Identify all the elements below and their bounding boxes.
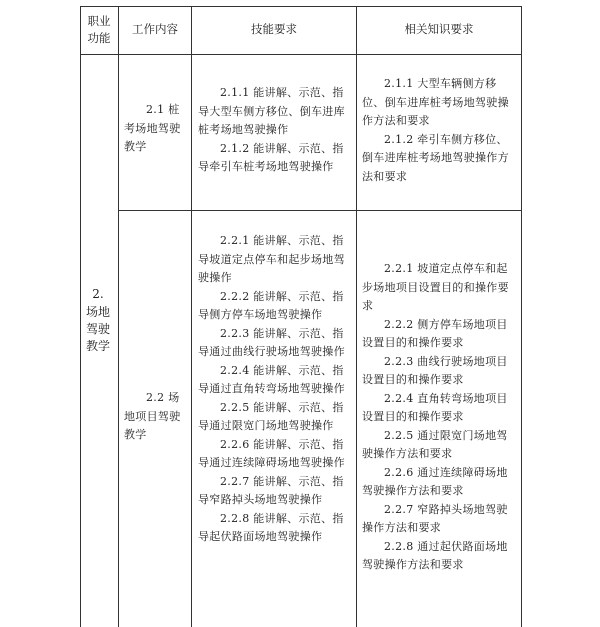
row-divider — [118, 210, 522, 211]
knowledge-item: 2.2.8 通过起伏路面场地驾驶操作方法和要求 — [362, 539, 508, 571]
knowledge-item: 2.2.6 通过连续障碍场地驾驶操作方法和要求 — [362, 465, 508, 497]
knowledge-item: 2.2.1 坡道定点停车和起步场地项目设置目的和操作要求 — [362, 262, 509, 312]
skill-item: 2.1.2 能讲解、示范、指导牵引车桩考场地驾驶操作 — [198, 141, 344, 173]
row2-work — [124, 389, 186, 445]
table-right-border — [521, 6, 522, 627]
skill-item: 2.2.4 能讲解、示范、指导通过直角转弯场地驾驶操作 — [198, 363, 345, 395]
skill-item: 2.2.1 能讲解、示范、指导坡道定点停车和起步场地驾驶操作 — [198, 234, 345, 284]
knowledge-item: 2.2.3 曲线行驶场地项目设置目的和操作要求 — [362, 354, 508, 386]
section-number: 2. — [92, 287, 104, 301]
row2-knowledge — [362, 260, 516, 575]
work-label: 2.2 场地项目驾驶教学 — [124, 391, 181, 441]
row1-skills — [198, 84, 352, 177]
knowledge-item: 2.2.7 窄路掉头场地驾驶操作方法和要求 — [362, 502, 508, 534]
knowledge-item: 2.2.2 侧方停车场地项目设置目的和操作要求 — [362, 317, 508, 349]
knowledge-item: 2.2.5 通过限宽门场地驾驶操作方法和要求 — [362, 428, 508, 460]
column-divider-1 — [118, 6, 119, 627]
table-top-border — [80, 6, 522, 7]
column-divider-2 — [191, 6, 192, 627]
header-knowledge: 相关知识要求 — [404, 22, 474, 36]
skill-item: 2.2.7 能讲解、示范、指导窄路掉头场地驾驶操作 — [198, 474, 344, 506]
knowledge-item: 2.1.1 大型车辆侧方移位、倒车进库桩考场地驾驶操作方法和要求 — [362, 77, 509, 127]
work-label: 2.1 桩考场地驾驶教学 — [124, 103, 181, 153]
skill-item: 2.2.5 能讲解、示范、指导通过限宽门场地驾驶操作 — [198, 400, 344, 432]
knowledge-item: 2.1.2 牵引车侧方移位、倒车进库桩考场地驾驶操作方法和要求 — [362, 132, 509, 183]
skill-item: 2.2.2 能讲解、示范、指导侧方停车场地驾驶操作 — [198, 289, 344, 321]
header-bottom-border — [80, 54, 522, 55]
knowledge-item: 2.2.4 直角转弯场地项目设置目的和操作要求 — [362, 391, 508, 423]
skill-item: 2.2.3 能讲解、示范、指导通过曲线行驶场地驾驶操作 — [198, 326, 345, 358]
row2-skills — [198, 232, 352, 547]
section-name: 场地驾驶教学 — [86, 305, 111, 353]
table-left-border — [80, 6, 81, 627]
row1-work — [124, 101, 186, 157]
header-skill: 技能要求 — [251, 22, 297, 36]
column-divider-3 — [356, 6, 357, 627]
row1-knowledge — [362, 75, 516, 186]
header-work: 工作内容 — [132, 22, 178, 36]
skill-item: 2.1.1 能讲解、示范、指导大型车侧方移位、倒车进库桩考场地驾驶操作 — [198, 86, 345, 136]
header-func: 职业功能 — [87, 14, 111, 45]
skill-item: 2.2.8 能讲解、示范、指导起伏路面场地驾驶操作 — [198, 511, 344, 543]
skill-item: 2.2.6 能讲解、示范、指导通过连续障碍场地驾驶操作 — [198, 437, 345, 469]
